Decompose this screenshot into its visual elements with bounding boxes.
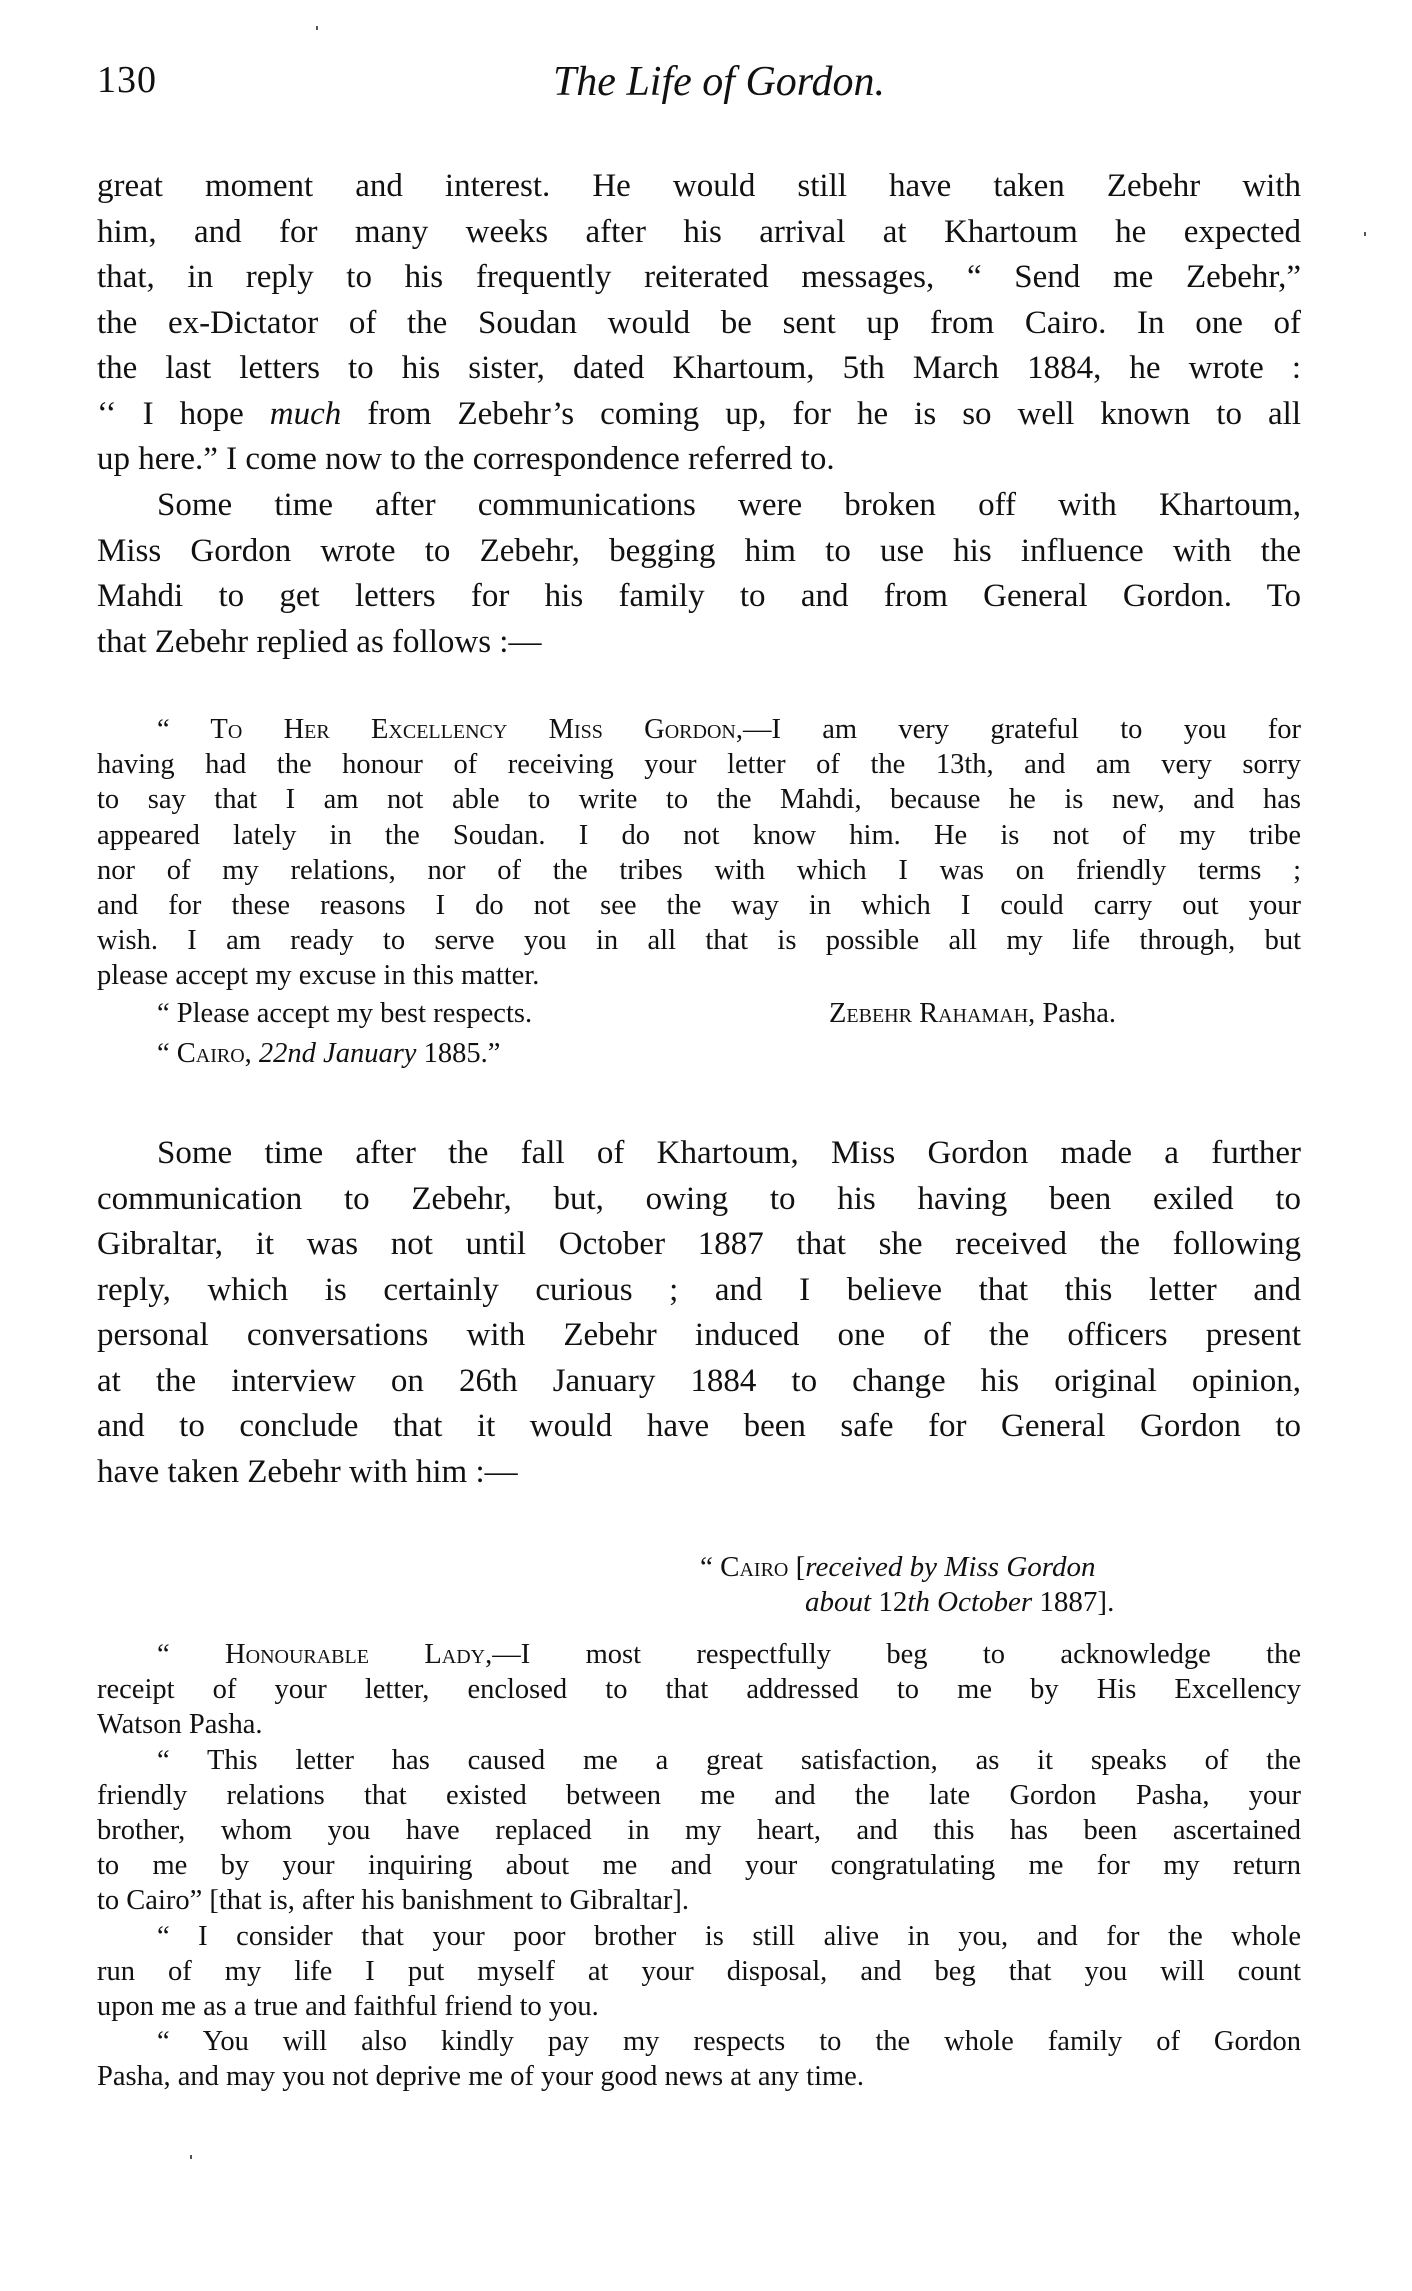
letter-salutation: “ Honourable Lady, (157, 1639, 493, 1670)
date-place: “ Cairo, (157, 1037, 252, 1069)
signature-title: , Pasha. (1028, 997, 1116, 1029)
text-line: appeared lately in the Soudan. I do not know him. He is not of my tribe (97, 819, 1301, 851)
bracket: [ (788, 1551, 806, 1583)
text-fragment: —I am very grateful to you for (742, 714, 1301, 745)
letter-zebehr-1885 (97, 712, 1301, 1074)
dateline-italic: about (805, 1586, 872, 1618)
text-line: and to conclude that it would have been safe for General Gordon to (97, 1408, 1301, 1444)
date-year: 1885.” (416, 1037, 501, 1069)
text-line: the last letters to his sister, dated Khartoum, 5th March 1884, he wrote : (97, 350, 1301, 386)
dateline-day: 12 (871, 1586, 908, 1618)
emphasis-text: much (269, 395, 342, 432)
running-title: The Life of Gordon. (552, 59, 886, 105)
text-line: communication to Zebehr, but, owing to his having been exiled to (97, 1180, 1301, 1217)
dateline-line-1 (700, 1550, 1240, 1585)
date-italic: 22nd January (251, 1037, 417, 1069)
text-line: “ You will also kindly pay my respects to the whole family of Gordon (157, 2026, 1301, 2058)
text-line: having had the honour of receiving your letter of the 13th, and am very sorry (97, 749, 1301, 781)
text-line: and for these reasons I do not see the way in which I could carry out your (97, 889, 1301, 921)
text-line: “ I consider that your poor brother is still alive in you, and for the whole (157, 1920, 1301, 1952)
letter-signature (829, 994, 1116, 1034)
text-line: friendly relations that existed between me and the late Gordon Pasha, your (97, 1779, 1301, 1811)
letter-closing-row (97, 994, 1301, 1034)
text-line: Some time after the fall of Khartoum, Miss Gordon made a further (157, 1135, 1301, 1171)
letter-salutation-line (97, 712, 1301, 747)
text-fragment: —I most respectfully beg to acknowledge the (492, 1639, 1301, 1670)
paragraph-after-fall-of-khartoum (97, 1131, 1301, 1495)
text-line: reply, which is certainly curious ; and I believe that this letter and (97, 1271, 1301, 1308)
signature-name: Zebehr Rahamah (829, 997, 1029, 1029)
text-line: Mahdi to get letters for his family to and from General Gordon. To (97, 578, 1301, 614)
dateline-place: “ Cairo (700, 1551, 789, 1583)
text-fragment: ‘‘ I hope (97, 395, 270, 432)
text-line: to Cairo” [that is, after his banishment to Gibraltar]. (97, 1885, 690, 1917)
dateline-italic: received by Miss Gordon (805, 1551, 1096, 1583)
text-line: Pasha, and may you not deprive me of your good news at any time. (97, 2061, 864, 2093)
text-line: that, in reply to his frequently reiterated messages, “ Send me Zebehr,” (97, 259, 1301, 295)
letter-date (97, 1034, 1301, 1074)
text-line: Some time after communications were broken off with Khartoum, (157, 487, 1301, 523)
scan-speck (316, 26, 318, 30)
letter-dateline (700, 1550, 1240, 1620)
running-header (97, 58, 1301, 108)
text-line: personal conversations with Zebehr induced one of the officers present (97, 1317, 1301, 1353)
scan-speck (190, 2155, 192, 2159)
scan-speck (1364, 232, 1366, 236)
text-line: that Zebehr replied as follows :— (97, 623, 542, 660)
text-line: the ex-Dictator of the Soudan would be sent up from Cairo. In one of (97, 304, 1301, 341)
text-line: brother, whom you have replaced in my heart, and this has been ascertained (97, 1814, 1301, 1846)
text-line: up here.” I come now to the correspondence referred to. (97, 441, 835, 477)
text-line: run of my life I put myself at your disposal, and beg that you will count (97, 1955, 1301, 1987)
text-line: please accept my excuse in this matter. (97, 960, 540, 992)
paragraph-miss-gordon-wrote (97, 483, 1301, 665)
text-line: wish. I am ready to serve you in all that is possible all my life through, but (97, 925, 1301, 957)
text-line: Gibraltar, it was not until October 1887 that she received the following (97, 1226, 1301, 1262)
text-line: great moment and interest. He would still have taken Zebehr with (97, 168, 1301, 204)
paragraph-continuation (97, 164, 1301, 483)
letter-zebehr-1887 (97, 1637, 1301, 2094)
text-line: him, and for many weeks after his arrival at Khartoum he expected (97, 213, 1301, 250)
text-line: “ This letter has caused me a great satisfaction, as it speaks of the (157, 1744, 1301, 1776)
page-number: 130 (97, 59, 157, 101)
letter-closing: “ Please accept my best respects. (157, 997, 533, 1029)
letter-salutation: “ To Her Excellency Miss Gordon, (157, 714, 743, 745)
text-line: nor of my relations, nor of the tribes with which I was on friendly terms ; (97, 854, 1301, 886)
dateline-month: October (929, 1586, 1033, 1618)
text-line: at the interview on 26th January 1884 to change his original opinion, (97, 1362, 1301, 1399)
letter-salutation-line (97, 1637, 1301, 1672)
dateline-line-2 (700, 1585, 1240, 1620)
text-line: to say that I am not able to write to the Mahdi, because he is new, and has (97, 784, 1301, 816)
text-line: Watson Pasha. (97, 1709, 263, 1741)
text-line-with-emphasis (97, 392, 1301, 438)
text-fragment: from Zebehr’s coming up, for he is so well known to all (341, 395, 1301, 432)
text-line: Miss Gordon wrote to Zebehr, begging him to use his influence with the (97, 532, 1301, 569)
text-line: receipt of your letter, enclosed to that addressed to me by His Excellency (97, 1674, 1301, 1706)
text-line: to me by your inquiring about me and your congratulating me for my return (97, 1850, 1301, 1882)
dateline-day-suffix: th (907, 1586, 930, 1618)
text-line: have taken Zebehr with him :— (97, 1453, 518, 1490)
dateline-year: 1887]. (1032, 1586, 1115, 1618)
text-line: upon me as a true and faithful friend to you. (97, 1990, 599, 2022)
